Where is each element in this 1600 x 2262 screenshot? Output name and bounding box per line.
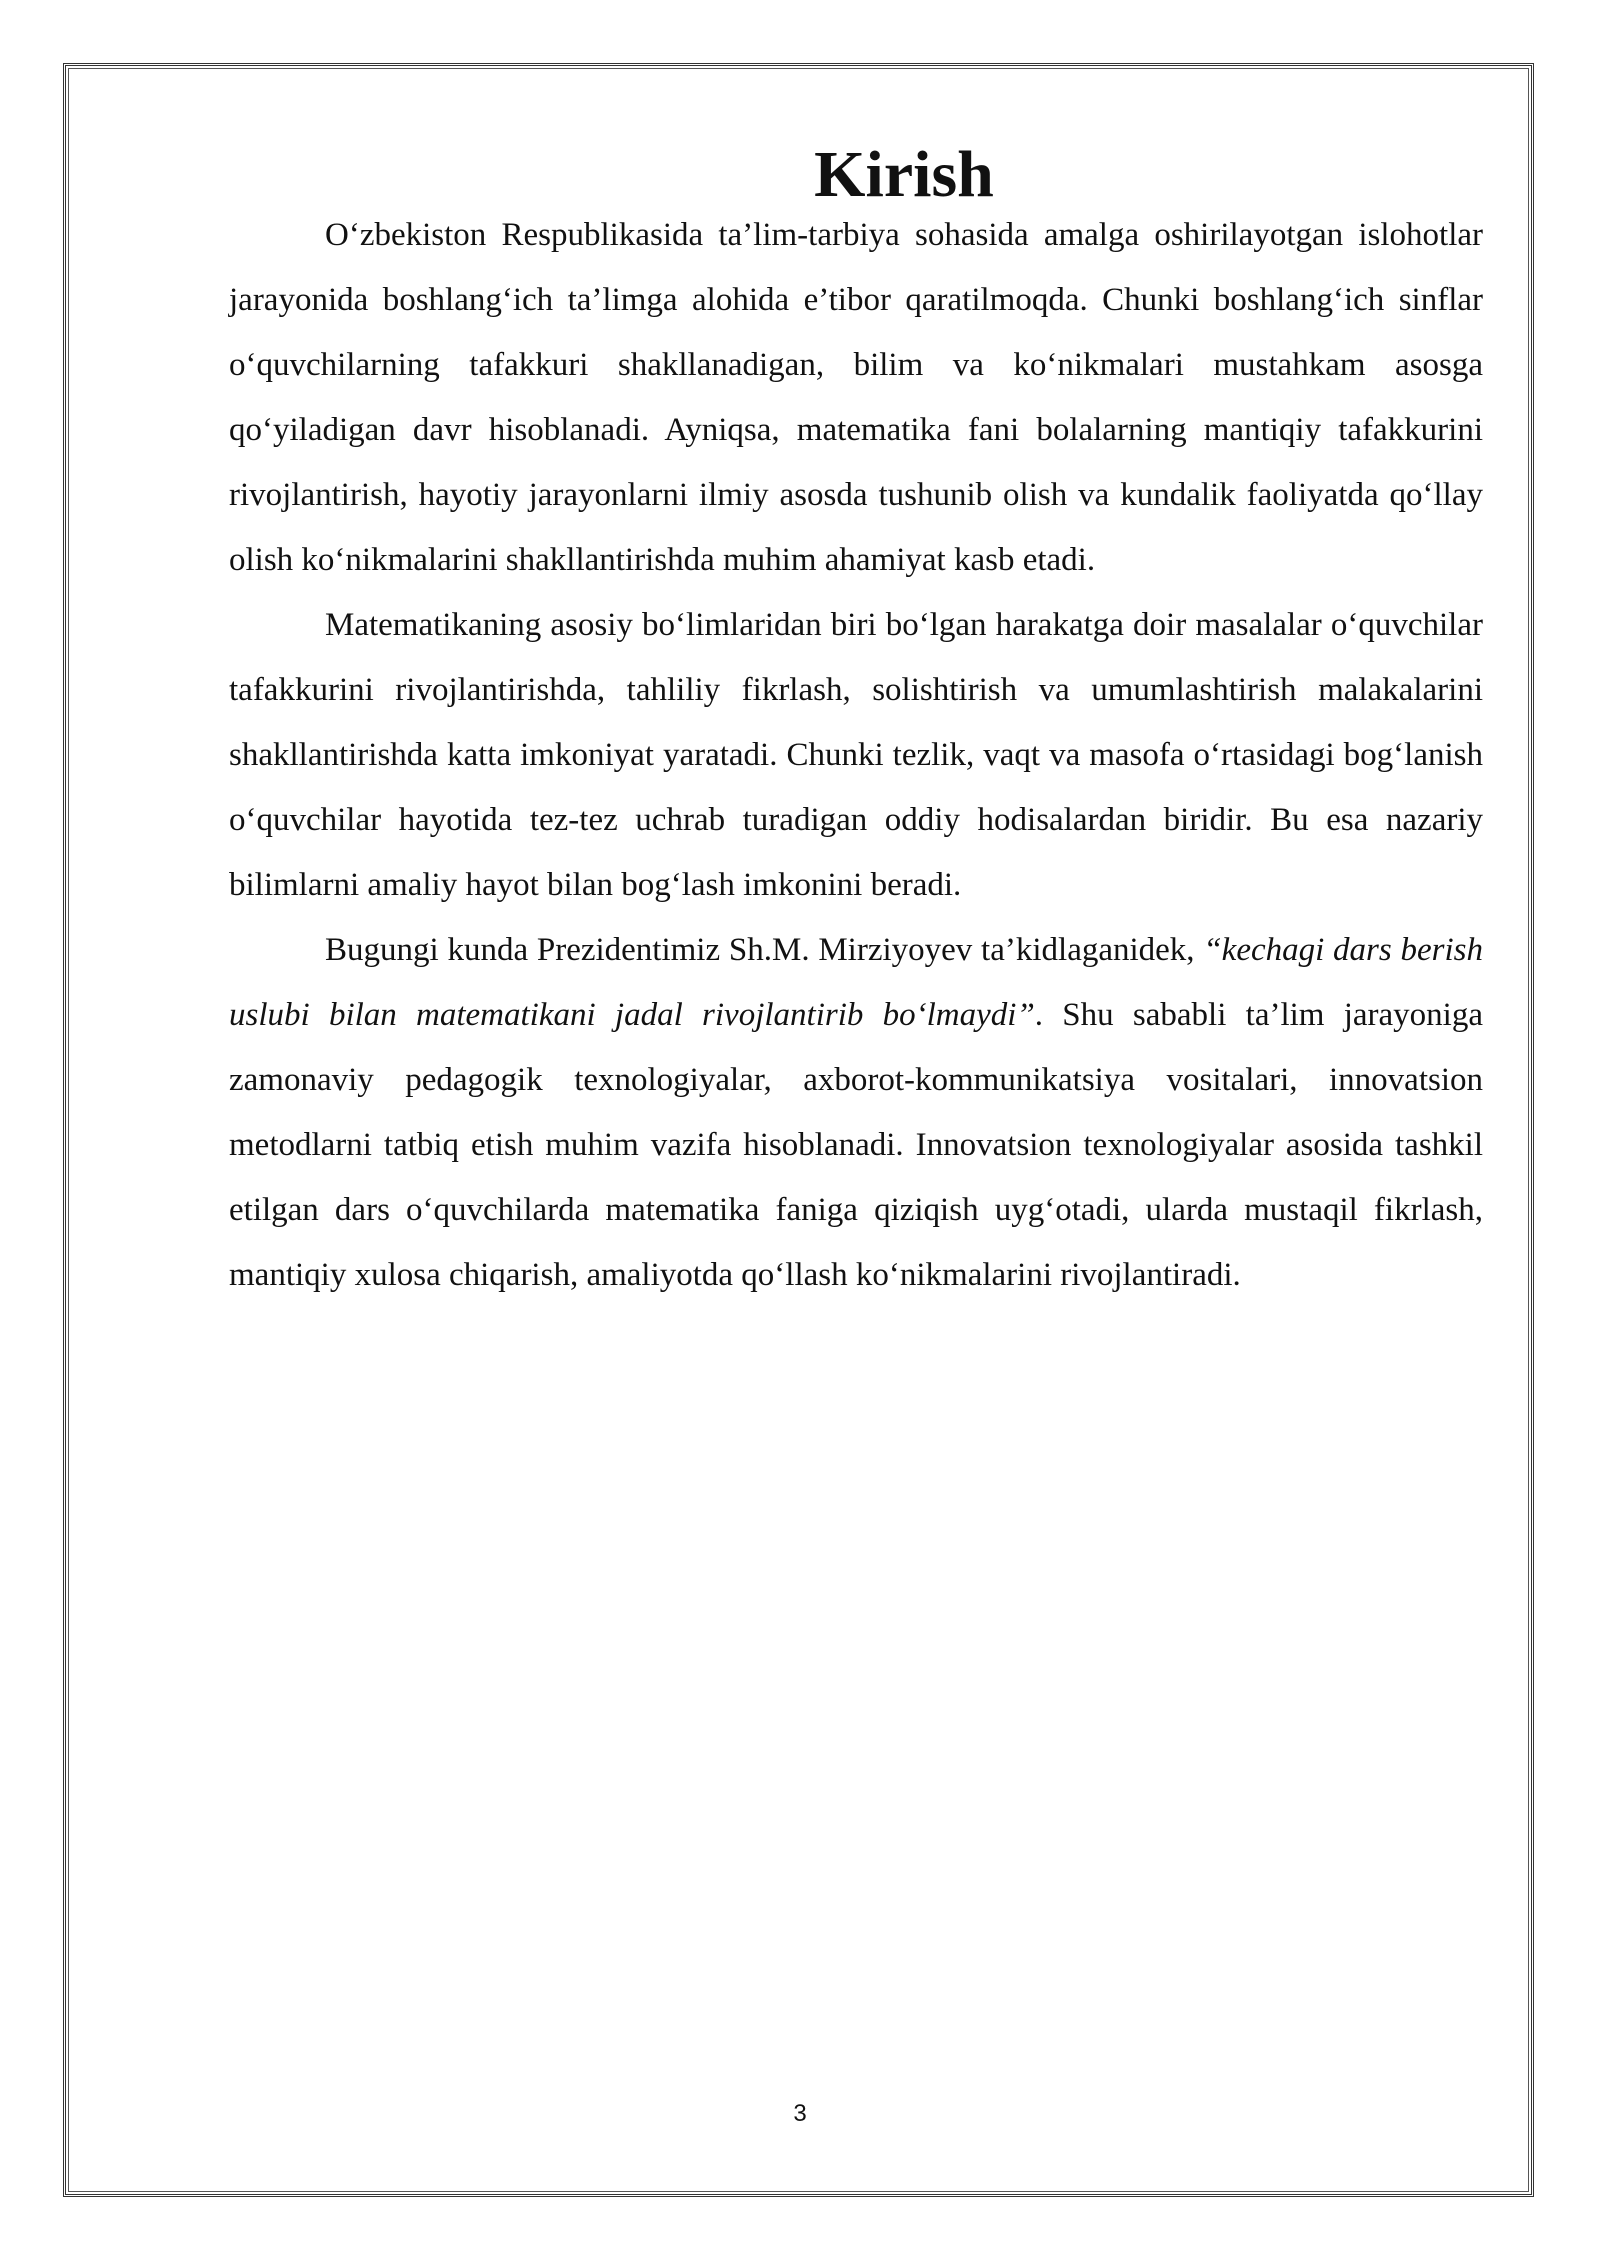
- paragraph-president-quote: [229, 918, 1483, 1308]
- paragraph-text-after-quote: . Shu sababli ta’lim jarayoniga zamonaviy pedagogik texnologiyalar, axborot-kommunikatsiya vositalari, innovatsion metodlarni tatbiq etish muhim vazifa hisoblanadi. Innovatsion texnologiyalar asosida tashkil etilgan dars o‘quvchilarda matematika faniga qiziqish uyg‘otadi, ularda mustaqil fikrlash, mantiqiy xulosa chiqarish, amaliyotda qo‘llash ko‘nikmalarini rivojlantiradi.: [229, 997, 1483, 1293]
- president-quote: “kechagi dars berish uslubi bilan matematikani jadal rivojlantirib bo‘lmaydi”: [229, 932, 1483, 1033]
- paragraph-motion-problems: Matematikaning asosiy bo‘limlaridan biri bo‘lgan harakatga doir masalalar o‘quvchilar tafakkurini rivojlantirishda, tahliliy fikrlash, solishtirish va umumlashtirish malakalarini shakllantirishda katta imkoniyat yaratadi. Chunki tezlik, vaqt va masofa o‘rtasidagi bog‘lanish o‘quvchilar hayotida tez-tez uchrab turadigan oddiy hodisalardan biridir. Bu esa nazariy bilimlarni amaliy hayot bilan bog‘lash imkonini beradi.: [229, 607, 1483, 903]
- page-number: 3: [793, 2100, 807, 2127]
- document-body: [229, 138, 1483, 1308]
- paragraph-intro: O‘zbekiston Respublikasida ta’lim-tarbiya sohasida amalga oshirilayotgan islohotlar jarayonida boshlang‘ich ta’limga alohida e’tibor qaratilmoqda. Chunki boshlang‘ich sinflar o‘quvchilarning tafakkuri shakllanadigan, bilim va ko‘nikmalari mustahkam asosga qo‘yiladigan davr hisoblanadi. Ayniqsa, matematika fani bolalarning mantiqiy tafakkurini rivojlantirish, hayotiy jarayonlarni ilmiy asosda tushunib olish va kundalik faoliyatda qo‘llay olish ko‘nikmalarini shakllantirishda muhim ahamiyat kasb etadi.: [229, 217, 1483, 578]
- section-title: Kirish: [814, 138, 994, 211]
- paragraph-text-before-quote: Bugungi kunda Prezidentimiz Sh.M. Mirziyoyev ta’kidlaganidek,: [325, 932, 1204, 968]
